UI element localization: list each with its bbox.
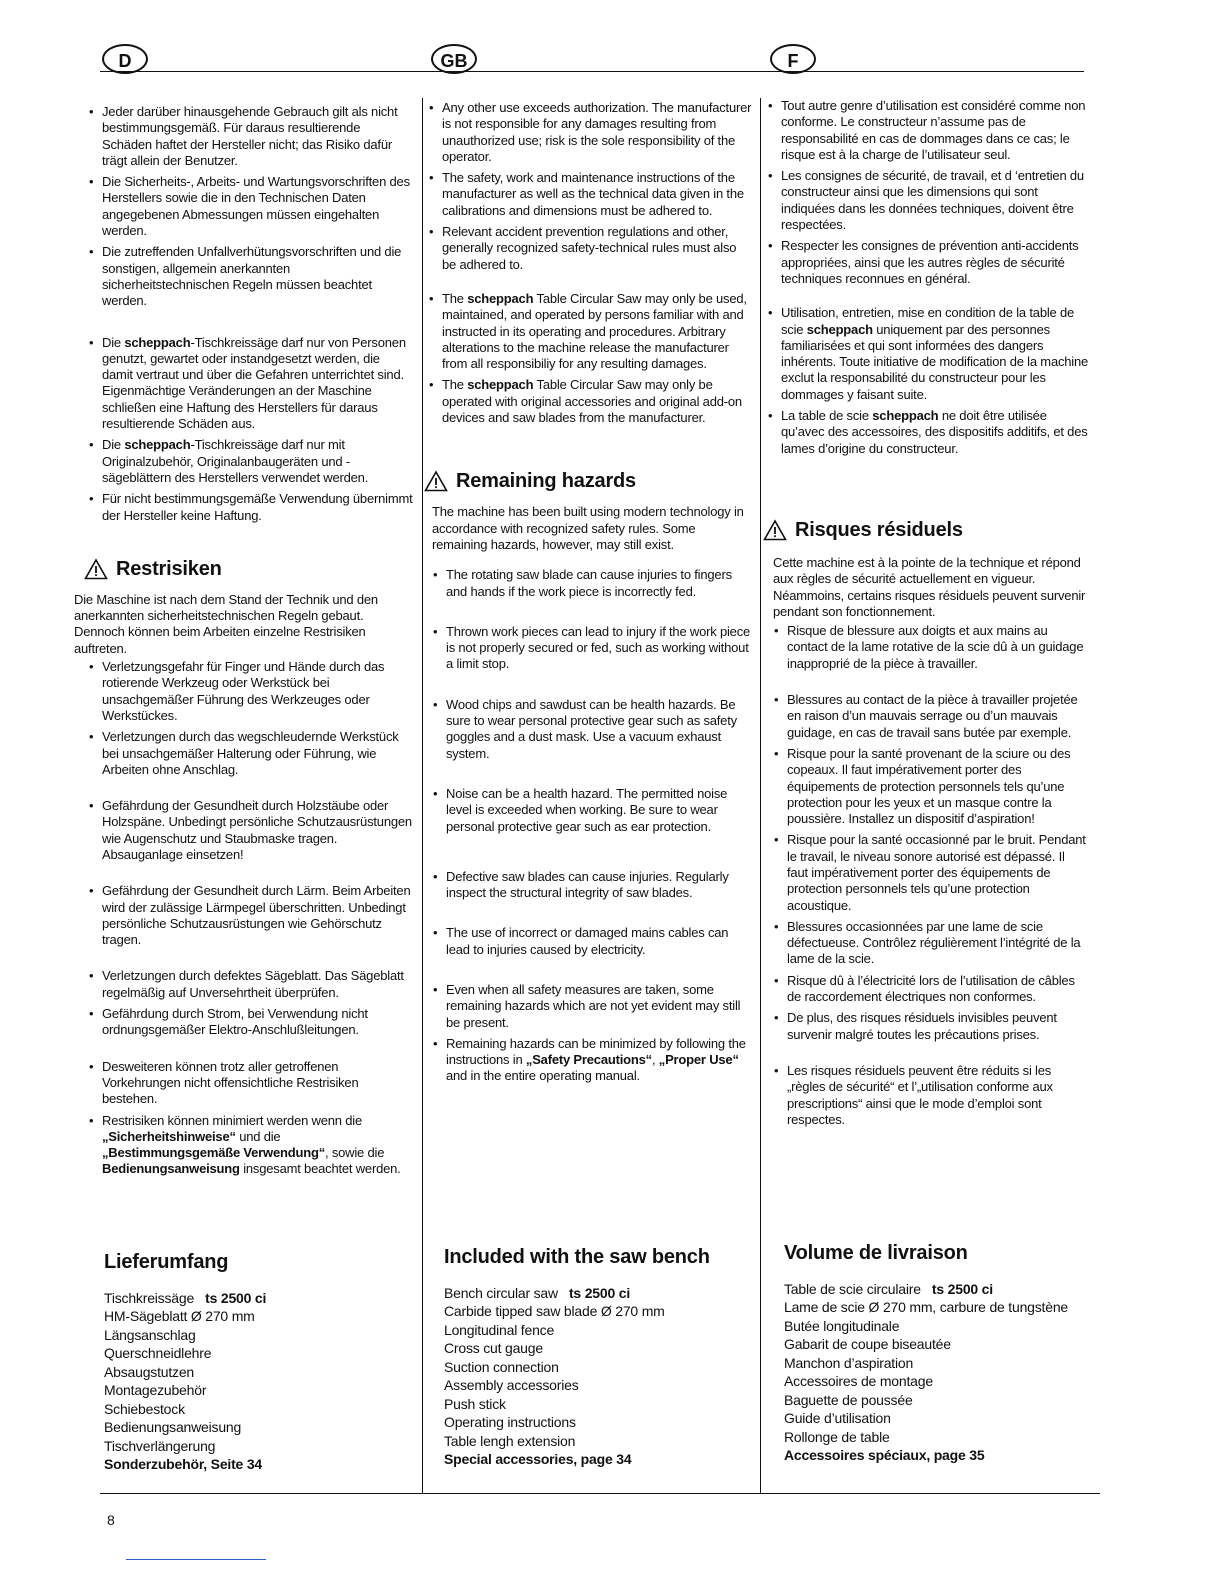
footer-rule	[100, 1493, 1100, 1494]
list-item: • Relevant accident prevention regulations and other, generally recognized safety-technical rules must also be adhered to.	[428, 224, 753, 273]
list-item: • La table de scie scheppach ne doit être utilisée qu’avec des accessoires, des dispositifs additifs, et des lames d’origine du constructeur.	[767, 408, 1089, 457]
special-accessories-fr: Accessoires spéciaux, page 35	[784, 1447, 985, 1463]
list-item: • Die scheppach-Tischkreissäge darf nur von Personen genutzt, gewartet oder instandgesetzt werden, die damit vertraut und über die Gefahren unterrichtet sind. Eigenmächtige Veränderungen an der Maschine schließen eine Haftung des Herstellers für daraus resultierende Schäden aus.	[88, 335, 413, 433]
list-item: • Risque de blessure aux doigts et aux mains au contact de la lame rotative de la scie dû à un guidage inapproprié de la pièce à travailler.	[773, 623, 1089, 672]
warning-triangle-icon	[763, 519, 787, 541]
scope-model-row: Tischkreissäge ts 2500 ci	[104, 1289, 267, 1306]
list-item: • Les consignes de sécurité, de travail, et d ‘entretien du constructeur ainsi que les dimensions qui sont indiquées dans les données techniques, doivent être respectées.	[767, 168, 1089, 233]
list-item: Baguette de poussée	[784, 1391, 913, 1408]
column-gb	[428, 100, 753, 1090]
hazards-heading-fr: Risques résiduels	[763, 519, 1089, 541]
hazards-heading-gb: Remaining hazards	[424, 470, 753, 492]
list-item: • Noise can be a health hazard. The permitted noise level is exceeded when working. Be sure to wear personal protective gear such as ear protection.	[432, 786, 753, 835]
column-de	[74, 104, 413, 1183]
hazards-heading-de: Restrisiken	[84, 558, 413, 580]
list-item: • Die scheppach-Tischkreissäge darf nur mit Originalzubehör, Originalanbaugeräten und -sägeblättern des Herstellers verwendet werden.	[88, 437, 413, 486]
list-item: Butée longitudinale	[784, 1317, 900, 1334]
list-item: • The rotating saw blade can cause injuries to fingers and hands if the work piece is incorrectly fed.	[432, 567, 753, 600]
language-badge-fr: F	[770, 44, 816, 74]
list-item: Längsanschlag	[104, 1326, 196, 1343]
list-item: • Desweiteren können trotz aller getroffenen Vorkehrungen nicht offensichtliche Restrisiken bestehen.	[88, 1059, 413, 1108]
de-hazards-list	[88, 659, 413, 1178]
list-item: • Respecter les consignes de prévention anti-accidents appropriées, ainsi que les autres règles de sécurité techniques reconnues en général.	[767, 238, 1089, 287]
list-item: • Verletzungen durch defektes Sägeblatt. Das Sägeblatt regelmäßig auf Unversehrtheit überprüfen.	[88, 968, 413, 1001]
list-item: • Restrisiken können minimiert werden wenn die „Sicherheitshinweise“ und die „Bestimmungsgemäße Verwendung“, sowie die Bedienungsanweisung insgesamt beachtet werden.	[88, 1113, 413, 1178]
scope-title-gb: Included with the saw bench	[444, 1246, 710, 1268]
list-item: • Les risques résiduels peuvent être réduits si les „règles de sécurité“ et l’„utilisation conforme aux prescriptions“ ainsi que le mode d’emploi sont respectes.	[773, 1063, 1089, 1128]
list-item: Querschneidlehre	[104, 1345, 212, 1361]
scope-title-fr: Volume de livraison	[784, 1242, 968, 1264]
brand-name: scheppach	[124, 334, 191, 350]
list-item: HM-Sägeblatt Ø 270 mm	[104, 1308, 255, 1324]
list-item: • Wood chips and sawdust can be health hazards. Be sure to wear personal protective gear such as safety goggles and a dust mask. Use a vacuum exhaust system.	[432, 697, 753, 762]
gb-hazards-list	[432, 567, 753, 1085]
list-item: • Jeder darüber hinausgehende Gebrauch gilt als nicht bestimmungsgemäß. Für daraus resultierende Schäden haftet der Hersteller nicht; das Risiko dafür trägt allein der Benutzer.	[88, 104, 413, 169]
list-item: Bedienungsanweisung	[104, 1419, 242, 1435]
gb-hazards-intro: The machine has been built using modern technology in accordance with recognized safety rules. Some remaining hazards, however, may still exist.	[432, 504, 744, 552]
list-item: Push stick	[444, 1395, 506, 1412]
scope-gb	[444, 1248, 754, 1469]
special-accessories-de: Sonderzubehör, Seite 34	[104, 1456, 262, 1472]
list-item: • The scheppach Table Circular Saw may only be operated with original accessories and original add-on devices and saw blades from the manufacturer.	[428, 377, 753, 426]
list-item: • The scheppach Table Circular Saw may only be used, maintained, and operated by persons familiar with and instructed in its operating and procedures. Arbitrary alterations to the machine release the manufacturer from all responsibiliy for any resulting damages.	[428, 291, 753, 372]
page-number: 8	[107, 1512, 115, 1528]
list-item: Table lengh extension	[444, 1432, 576, 1449]
list-item: • Gefährdung der Gesundheit durch Lärm. Beim Arbeiten wird der zulässige Lärmpegel überschritten. Unbedingt persönliche Schutzausrüstungen wie Gehörschutz tragen.	[88, 883, 413, 948]
de-intro-list	[88, 104, 413, 524]
gb-intro-list	[428, 100, 753, 426]
list-item: • Die Sicherheits-, Arbeits- und Wartungsvorschriften des Herstellers sowie die in den Technischen Daten angegebenen Abmessungen müssen eingehalten werden.	[88, 174, 413, 239]
fr-hazards-list	[773, 623, 1089, 1128]
list-item: • The use of incorrect or damaged mains cables can lead to injuries caused by electricity.	[432, 925, 753, 958]
list-item: Cross cut gauge	[444, 1340, 543, 1356]
column-fr	[767, 98, 1089, 1133]
scan-artifact-line	[126, 1559, 266, 1560]
list-item: Schiebestock	[104, 1400, 185, 1417]
list-item: • Für nicht bestimmungsgemäße Verwendung übernimmt der Hersteller keine Haftung.	[88, 491, 413, 524]
scope-de	[104, 1253, 404, 1474]
list-item: • Die zutreffenden Unfallverhütungsvorschriften und die sonstigen, allgemein anerkannten sicherheitstechnischen Regeln müssen beachtet werden.	[88, 244, 413, 309]
list-item: • Utilisation, entretien, mise en condition de la table de scie scheppach uniquement par des personnes familiarisées et qui sont informées des dangers inhérents. Toute initiative de modification de la machine exclut la responsabilité du constructeur pour les dommages y faisant suite.	[767, 305, 1089, 403]
list-item: Longitudinal fence	[444, 1321, 555, 1338]
brand-name: scheppach	[806, 321, 873, 337]
list-item: • De plus, des risques résiduels invisibles peuvent survenir malgré toutes les précautions prises.	[773, 1010, 1089, 1043]
list-item: • Risque pour la santé provenant de la sciure ou des copeaux. Il faut impérativement porter des équipements de protection personnels tels qu’une protection pour les yeux et un masque contre la poussière. Installez un dispositif d’aspiration!	[773, 746, 1089, 827]
list-item: Absaugstutzen	[104, 1363, 195, 1380]
list-item: Lame de scie Ø 270 mm, carbure de tungstène	[784, 1299, 1069, 1315]
list-item: • Even when all safety measures are taken, some remaining hazards which are not yet evident may still be present.	[432, 982, 753, 1031]
scope-title-de: Lieferumfang	[104, 1251, 229, 1273]
language-badge-de: D	[102, 44, 148, 74]
list-item: Tischverlängerung	[104, 1437, 216, 1454]
list-item: Gabarit de coupe biseautée	[784, 1336, 951, 1352]
de-hazards-intro: Die Maschine ist nach dem Stand der Technik und den anerkannten sicherheitstechnischen Regeln gebaut. Dennoch können beim Arbeiten einzelne Restrisiken auftreten.	[74, 591, 378, 656]
list-item: • Blessures au contact de la pièce à travailler projetée en raison d’un mauvais serrage ou d’un mauvais guidage, en cas de travail sans butée par exemple.	[773, 692, 1089, 741]
column-divider-1	[422, 98, 423, 1493]
warning-triangle-icon	[84, 558, 108, 580]
list-item: • Risque dû à l’électricité lors de l’utilisation de câbles de raccordement électriques non conformes.	[773, 973, 1089, 1006]
list-item: Suction connection	[444, 1358, 559, 1375]
warning-triangle-icon	[424, 470, 448, 492]
list-item: • Gefährdung durch Strom, bei Verwendung nicht ordnungsgemäßer Elektro-Anschlußleitungen.	[88, 1006, 413, 1039]
list-item: Accessoires de montage	[784, 1373, 933, 1389]
list-item: Guide d’utilisation	[784, 1410, 891, 1426]
list-item: • Tout autre genre d’utilisation est considéré comme non conforme. Le constructeur n’assume pas de responsabilité en cas de dommages dans ce cas; le risque est à la charge de l’utilisateur seul.	[767, 98, 1089, 163]
column-divider-2	[760, 98, 761, 1493]
scope-fr	[784, 1244, 1089, 1465]
fr-hazards-intro: Cette machine est à la pointe de la technique et répond aux règles de sécurité actuellement en vigueur. Néammoins, certains risques résiduels peuvent survenir pendant son fonctionnement.	[773, 554, 1086, 619]
list-item: • Remaining hazards can be minimized by following the instructions in „Safety Precautions“, „Proper Use“ and in the entire operating manual.	[432, 1036, 753, 1085]
list-item: • Blessures occasionnées par une lame de scie défectueuse. Contrôlez régulièrement l’intégrité de la lame de la scie.	[773, 919, 1089, 968]
list-item: • The safety, work and maintenance instructions of the manufacturer as well as the technical data given in the calibrations and dimensions must be adhered to.	[428, 170, 753, 219]
list-item: Assembly accessories	[444, 1377, 579, 1393]
list-item: Carbide tipped saw blade Ø 270 mm	[444, 1303, 665, 1319]
special-accessories-gb: Special accessories, page 34	[444, 1451, 632, 1467]
list-item: • Thrown work pieces can lead to injury if the work piece is not properly secured or fed, such as working without a limit stop.	[432, 624, 753, 673]
list-item: Montagezubehör	[104, 1382, 207, 1398]
brand-name: scheppach	[467, 290, 534, 306]
list-item: • Risque pour la santé occasionné par le bruit. Pendant le travail, le niveau sonore autorisé est dépassé. Il faut impérativement porter des équipements de protection personnels tels qu’une protection acoustique.	[773, 832, 1089, 913]
language-badge-gb: GB	[431, 44, 477, 74]
brand-name: scheppach	[467, 377, 534, 393]
fr-intro-list	[767, 98, 1089, 457]
list-item: • Defective saw blades can cause injuries. Regularly inspect the structural integrity of saw blades.	[432, 869, 753, 902]
header-rule	[100, 71, 1084, 72]
list-item: • Verletzungsgefahr für Finger und Hände durch das rotierende Werkzeug oder Werkstück bei unsachgemäßer Führung des Werkzeuges oder Werkstückes.	[88, 659, 413, 724]
list-item: Rollonge de table	[784, 1428, 890, 1445]
list-item: • Gefährdung der Gesundheit durch Holzstäube oder Holzspäne. Unbedingt persönliche Schutzausrüstungen wie Augenschutz und Staubmaske tragen. Absauganlage einsetzen!	[88, 798, 413, 863]
scope-model-row: Table de scie circulaire ts 2500 ci	[784, 1280, 993, 1297]
list-item: • Any other use exceeds authorization. The manufacturer is not responsible for any damages resulting from unauthorized use; risk is the sole responsibility of the operator.	[428, 100, 753, 165]
list-item: Manchon d’aspiration	[784, 1354, 914, 1371]
scope-model-row: Bench circular saw ts 2500 ci	[444, 1284, 631, 1301]
list-item: Operating instructions	[444, 1414, 576, 1430]
brand-name: scheppach	[124, 437, 191, 453]
brand-name: scheppach	[872, 408, 939, 424]
list-item: • Verletzungen durch das wegschleudernde Werkstück bei unsachgemäßer Halterung oder Führung, wie Arbeiten ohne Anschlag.	[88, 729, 413, 778]
